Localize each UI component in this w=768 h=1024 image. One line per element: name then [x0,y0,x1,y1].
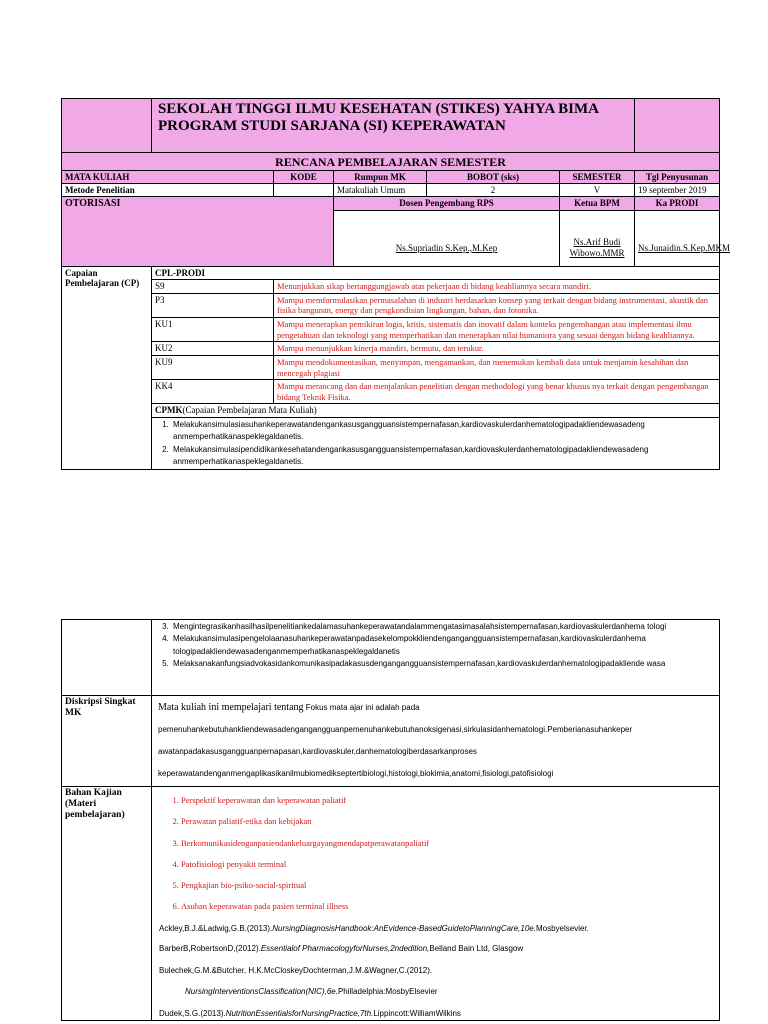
cpl-code: KU2 [152,342,274,356]
bahan-item: 2. Perawatan paliatif-etika dan kebijakan [181,811,716,832]
ref-publisher: Mosbyelsevier. [535,923,589,933]
header-right-cell [635,99,720,153]
bahan-item: 3. Berkomunikasidenganpasiendankeluargayangmendapatperawatanpaliatif [181,833,716,854]
rps-content-table [61,619,720,1021]
program-name: PROGRAM STUDI SARJANA (SI) KEPERAWATAN [158,117,506,134]
course-bobot: 2 [427,184,560,197]
cpmk-title: CPMK [155,405,183,416]
cpl-code: S9 [152,280,274,294]
otorisasi-label: OTORISASI [62,197,334,266]
cpmk-item: 2. Melakukansimulasipendidikankesehatandengankasusgangguansistempernafasan,kardiovaskulerdanhematologipadakliendewasadeng anmemperhatikanaspeklegaldanetis. [171,444,716,469]
dosen-label: Dosen Pengembang RPS [334,197,560,210]
dosen-name [334,210,560,266]
bahan-item: 6. Asuhan keperawatan pada pasien terminal illness [181,896,716,917]
ref-title: Essentialof PharmacologyforNurses,2ndedition, [260,943,430,953]
course-kode [274,184,334,197]
reference-entry [159,944,716,954]
ref-author: Dudek,S.G.(2013). [159,1009,226,1019]
cpl-text: Menunjukkan sikap bertanggungjawab atas pekerjaan di bidang keahliannya secara mandiri. [274,280,720,294]
ref-title: NursingInterventionsClassification(NIC),6e. [185,986,338,996]
deskripsi-lead-tail: Fokus mata ajar ini adalah pada [303,703,420,712]
cpl-prodi-header: CPL-PRODI [152,266,720,279]
ketua-name [560,210,635,266]
cpmk-item: 3. Mengintegrasikanhasilhasilpenelitiankedalamasuhankeperawatandalammengatasimasalahsistempernafasan,kardiovaskulerdanhema tologi [171,621,716,633]
bahan-kajian-label: Bahan Kajian (Materi pembelajaran) [62,787,152,1021]
cpl-code: KU1 [152,318,274,342]
deskripsi-label: Diskripsi Singkat MK [62,696,152,787]
cpl-text: Mampu menunjukkan kinerja mandiri, bermutu, dan terukur. [274,342,720,356]
rps-header-table [61,98,731,470]
deskripsi-text [152,696,720,787]
col-tgl: Tgl Penyusunan [635,170,720,183]
ref-title: NursingDiagnosisHandbook:AnEvidence-BasedGuidetoPlanningCare,10e. [272,923,536,933]
col-mata-kuliah: MATA KULIAH [62,170,274,183]
references [155,924,716,1020]
cpmk-item: 4. Melakukansimulasipengelolaanasuhankeperawatanpadasekelompokkliendengangangguansistempernafasan,kardiovaskulerdanhema tologipadakliendewasadenganmemperhatikanaspeklegaldanetis [171,633,716,658]
ref-author: BarberB,RobertsonD,(2012). [159,943,261,953]
cpmk-subtitle: (Capaian Pembelajaran Mata Kuliah) [182,405,317,416]
ref-author: Bulechek,G.M.&Butcher, H.K.McCloskeyDochterman,J.M.&Wagner,C.(2012). [159,966,433,976]
cpl-code: KU9 [152,355,274,379]
logo-cell [62,99,152,153]
cpmk-list-cell [152,417,720,470]
deskripsi-line: pemenuhankebutuhankliendewasadengangangguanpemenuhankebutuhanoksigenasi,sirkulasidanhematologi.Pemberianasuhankeper [158,725,633,734]
cpl-code: KK4 [152,380,274,404]
col-kode: KODE [274,170,334,183]
col-rumpun: Rumpun MK [334,170,427,183]
cp-label: Capaian Pembelajaran (CP) [62,266,152,470]
cpmk-list-continued [155,621,716,671]
course-name: Metode Penelitian [62,184,274,197]
kaprodi-name [635,210,731,266]
cpmk-continued-cell [152,620,720,696]
dosen-name-text: Ns.Supriadin S.Kep.,M.Kep [395,242,498,253]
deskripsi-lead: Mata kuliah ini mempelajari tentang [158,702,304,713]
bahan-kajian-cell [152,787,720,1021]
course-tgl: 19 september 2019 [635,184,720,197]
institution-name: SEKOLAH TINGGI ILMU KESEHATAN (STIKES) YAHYA BIMA [158,101,599,117]
ref-publisher: Philladelphia:MosbyElsevier [337,986,438,996]
ref-publisher: Belland Bain Ltd, Glasgow [429,943,524,953]
reference-entry-continued [159,987,716,997]
course-semester: V [560,184,635,197]
document-title: RENCANA PEMBELAJARAN SEMESTER [62,153,720,171]
cpl-text: Mampu merancang dan dan menjalankan penelitian dengan methodologi yang benar khusus nya terkait dengan pengembangan bidang Teknik Fisika. [274,380,720,404]
deskripsi-line: keperawatandenganmengaplikasikanilmubiomedikseptertibiologi,histologi,biokimia,anatomi,fisiologi,patofisiologi [158,769,554,778]
kaprodi-label: Ka PRODI [635,197,720,210]
cp-continued-label [62,620,152,696]
cpmk-item: 5. Melaksanakanfungsiadvokasidankomunikasipadakasusdengangangguansistempernafasan,kardiovaskulerdanhematologipadakliende wasa [171,658,716,670]
col-semester: SEMESTER [560,170,635,183]
bahan-item: 5. Pengkajian bio-psiko-social-spiritual [181,875,716,896]
reference-entry [159,1009,716,1019]
bahan-kajian-list [155,790,716,918]
cpl-code: P3 [152,293,274,317]
institution-header [152,99,635,153]
reference-entry [159,924,716,934]
ketua-label: Ketua BPM [560,197,635,210]
cpmk-header [152,404,720,417]
ref-author: Ackley,B.J.&Ladwig,G.B.(2013). [159,923,273,933]
cpl-text: Mampu menerapkan pemikiran logis, kritis, sistematis dan inovatif dalam konteks pengembangan atau implementasi ilmu pengetahuan dan teknologi yang memperhatikan dan menerapkan nilai humaniora yang sesuai dengan bidang keahliannya. [274,318,720,342]
ref-publisher: Lippincott:WilliamWilkins [373,1009,461,1019]
course-rumpun: Matakuliah Umum [334,184,427,197]
cpmk-item: 1. Melakukansimulasiasuhankeperawatandengankasusgangguansistempernafasan,kardiovaskulerdanhematologipadakliendewasadeng anmemperhatikanaspeklegaldanetis. [171,419,716,444]
col-bobot: BOBOT (sks) [427,170,560,183]
bahan-item: 1. Perspektif keperawatan dan keperawatan paliatif [181,790,716,811]
cpl-text: Mampu memformulasikan permasalahan di industri berdasarkan konsep yang terkait dengan bidang instrumentasi, akustik dan fisika bangunan, energy dan pengkondisian lingkungan, bahan, dan fotonika. [274,293,720,317]
cpmk-list [155,419,716,469]
deskripsi-line: awatanpadakasusgangguanpernapasan,kardiovaskuler,danhematologiberdasarkanproses [158,747,477,756]
kaprodi-name-text: Ns.Junaidin.S.Kep.MKM [638,242,731,253]
bahan-item: 4. Patofisiologi penyakit terminal [181,854,716,875]
cpl-text: Mampu mendokumentasikan, menyimpan, mengamankan, dan menemukan kembali data untuk menjamin kesahihan dan mencegah plagiasi [274,355,720,379]
reference-entry [159,966,716,976]
ketua-name-text: Ns.Arif Budi Wibowo.MMR [569,237,625,258]
ref-title: NutritionEssentialsforNursingPractice,7th. [225,1009,374,1019]
